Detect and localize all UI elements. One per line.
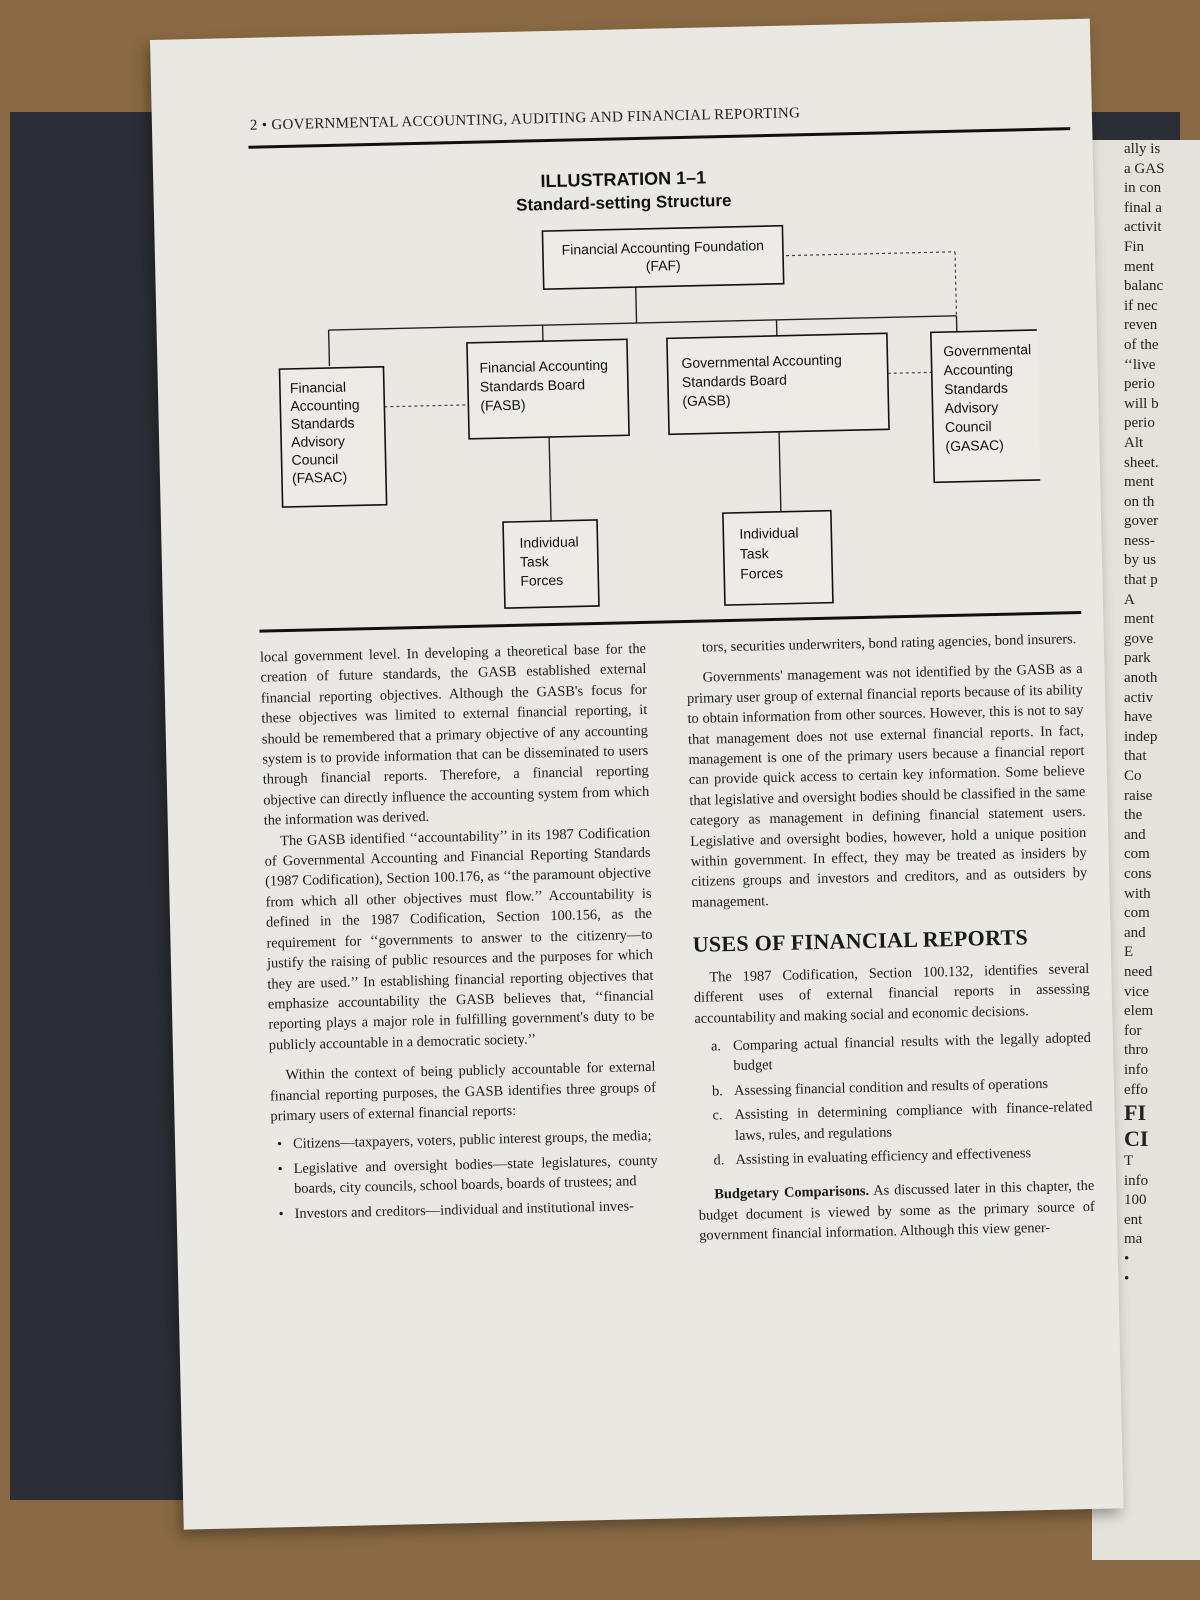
facing-page-fragment: gover [1124,513,1159,530]
facing-page-fragment: on th [1124,493,1155,510]
section-heading: USES OF FINANCIAL REPORTS [692,924,1029,958]
facing-page-fragment: perio [1124,376,1155,393]
right-paragraph-2: Governments' management was not identified by the GASB as a primary user group of external financial reports because of its ability to obtain information from other sources. However, this is not to say that management does not use external financial reports. In fact, management is one of the primary users because a financial report can provide quick access to certain key information. Some believe that legislative and oversight bodies should be classified in the same category as management in defining financial statement users. Legislative and oversight bodies, however, hold a unique position within government. In effect, they may be treated as insiders by citizens groups and investors and creditors, and as outsiders by management. [686,661,1088,911]
facing-page-fragment: by us [1124,552,1157,569]
primary-users-list [271,1126,659,1224]
facing-page-fragment: and [1124,924,1146,941]
left-paragraph-1: local government level. In developing a theoretical base for the creation of future standards, the GASB established external financial reporting objectives. Although the GASB's focus for these objectives was limited to external financial reporting, it should be remembered that a primary objective of any accounting system is to provide information that can be disseminated to users through financial reports. Therefore, a financial reporting objective can directly influence the accounting system from which the information was derived. [259,640,650,829]
facing-page-fragment: vice [1124,983,1149,1000]
facing-page-fragment: a GAS [1124,160,1165,177]
right-paragraph-3: The 1987 Codification, Section 100.132, identifies several different uses of external financial reports in assessing accountability and making social and economic decisions. [693,960,1090,1027]
facing-page-fragment: Alt [1124,434,1144,451]
facing-page-fragment: for [1124,1022,1142,1039]
facing-page-fragment: perio [1124,415,1155,432]
fasb-label: Financial AccountingStandards Board(FASB) [479,356,609,414]
facing-page-fragment: ment [1124,474,1154,491]
facing-page-fragment: need [1124,963,1153,980]
facing-page-fragment: with [1124,885,1151,902]
facing-page-fragment: ma [1124,1231,1143,1248]
facing-page-fragment: A [1124,591,1135,608]
facing-page-fragment: elem [1124,1003,1154,1020]
facing-page-fragment: activit [1124,219,1162,236]
facing-page-fragment: gove [1124,630,1154,647]
facing-page-fragment: balanc [1124,278,1164,295]
list-item: c. Assisting in determining compliance with finance-related laws, rules, and regulations [712,1099,1093,1144]
facing-page-fragment: info [1124,1172,1149,1189]
facing-page-fragment: Co [1124,768,1142,784]
facing-page-fragment: CI [1124,1126,1149,1152]
left-paragraph-2: The GASB identified ‘‘accountability’’ in its 1987 Codification of Governmental Accounting and Financial Reporting Standards (1987 Codification), Section 100.176, as ‘‘the paramount objective from which all other objectives must flow.’’ Accountability is defined in the 1987 Codification, Section 100.156, as the requirement for ‘‘governments to answer to the citizenry—to justify the raising of public resources and the purposes for which they are used.’’ In establishing financial reporting objectives that emphasize accountability the GASB believes that, ‘‘financial reporting plays a major role in fulfilling government's duty to be publicly accountable in a democratic society.’’ [264,824,655,1054]
uses-list [695,1028,1094,1171]
facing-page-fragment: com [1124,905,1150,922]
illustration-title: Standard-setting Structure [515,190,732,215]
facing-page-fragment: and [1124,826,1146,843]
fasac-label: FinancialAccountingStandardsAdvisoryCouncil(FASAC) [289,378,360,486]
list-item: • Citizens—taxpayers, voters, public interest groups, the media; [271,1126,657,1155]
facing-page-fragment: indep [1124,728,1158,745]
facing-page-fragment: that p [1124,572,1158,589]
facing-page-fragment: • [1124,1251,1130,1268]
facing-page-fragment: ally is [1124,141,1161,157]
list-item: d. Assisting in evaluating efficiency and effectiveness [713,1145,1032,1169]
facing-page-fragment: will b [1124,395,1159,412]
right-paragraph-1: tors, securities underwriters, bond rating agencies, bond insurers. [701,631,1077,656]
facing-page-fragment: have [1124,709,1153,726]
run-in-heading: Budgetary Comparisons. [714,1183,870,1203]
facing-page-fragment: that [1124,748,1147,765]
facing-page-fragment: com [1124,846,1150,863]
illustration-number: ILLUSTRATION 1–1 [540,167,707,192]
left-column [260,639,659,1229]
facing-page-fragment: ent [1124,1211,1143,1228]
facing-page-fragment: final a [1124,199,1162,216]
facing-page-fragment: cons [1124,865,1152,882]
running-head: 2 • GOVERNMENTAL ACCOUNTING, AUDITING AND FINANCIAL REPORTING [249,105,801,134]
fasb-tf-label: IndividualTaskForces [519,533,579,589]
facing-page-fragment: E [1124,944,1134,961]
gasb-tf-label: IndividualTaskForces [739,524,799,582]
list-item: • Investors and creditors—individual and institutional inves- [272,1195,658,1224]
list-item: a. Comparing actual financial results with the legally adopted budget [710,1029,1092,1075]
facing-page-fragment: 100 [1124,1192,1147,1209]
facing-page-fragment: of the [1124,336,1159,353]
facing-page-fragment: Fin [1124,238,1145,255]
facing-page-fragment: the [1124,807,1143,824]
facing-page-fragment: ment [1124,611,1154,628]
facing-page-fragment: park [1124,650,1151,667]
right-paragraph-4: Budgetary Comparisons. As discussed later in this chapter, the budget document is viewed by some as the primary source of government financial information. Although this view gener- [698,1178,1095,1245]
facing-page-fragment: ‘‘live [1124,356,1156,373]
gasac-label: GovernmentalAccountingStandardsAdvisoryCouncil(GASAC) [943,341,1032,455]
facing-page-fragment: in con [1124,180,1162,197]
facing-page-fragment: effo [1124,1081,1148,1098]
facing-page-fragment: ment [1124,258,1154,275]
list-item: • Legislative and oversight bodies—state legislatures, county boards, city councils, school boards, boards of trustees; and [271,1151,658,1201]
org-chart [214,210,1043,629]
right-column [686,629,1096,1246]
facing-page-fragment: T [1124,1153,1134,1170]
facing-page-fragment: if nec [1124,297,1158,314]
gasb-label: Governmental AccountingStandards Board(GASB) [681,351,842,410]
facing-page-fragment: thro [1124,1042,1149,1059]
book-page [150,19,1124,1530]
left-paragraph-3: Within the context of being publicly accountable for external financial reporting purposes, the GASB identifies three groups of primary users of external financial reports: [269,1058,657,1125]
facing-page-fragment: activ [1124,689,1154,706]
facing-page-fragment: raise [1124,787,1153,804]
facing-page-fragment: • [1124,1270,1130,1287]
faf-label: Financial Accounting Foundation(FAF) [561,237,765,274]
facing-page-fragment: ness- [1124,532,1155,549]
facing-page-fragment: info [1124,1061,1149,1078]
facing-page-fragment: FI [1124,1100,1146,1126]
facing-page-fragment: sheet. [1124,454,1159,471]
facing-page-fragment: reven [1124,317,1158,334]
list-item: b. Assessing financial condition and results of operations [711,1075,1049,1100]
facing-page-fragment: anoth [1124,670,1158,687]
